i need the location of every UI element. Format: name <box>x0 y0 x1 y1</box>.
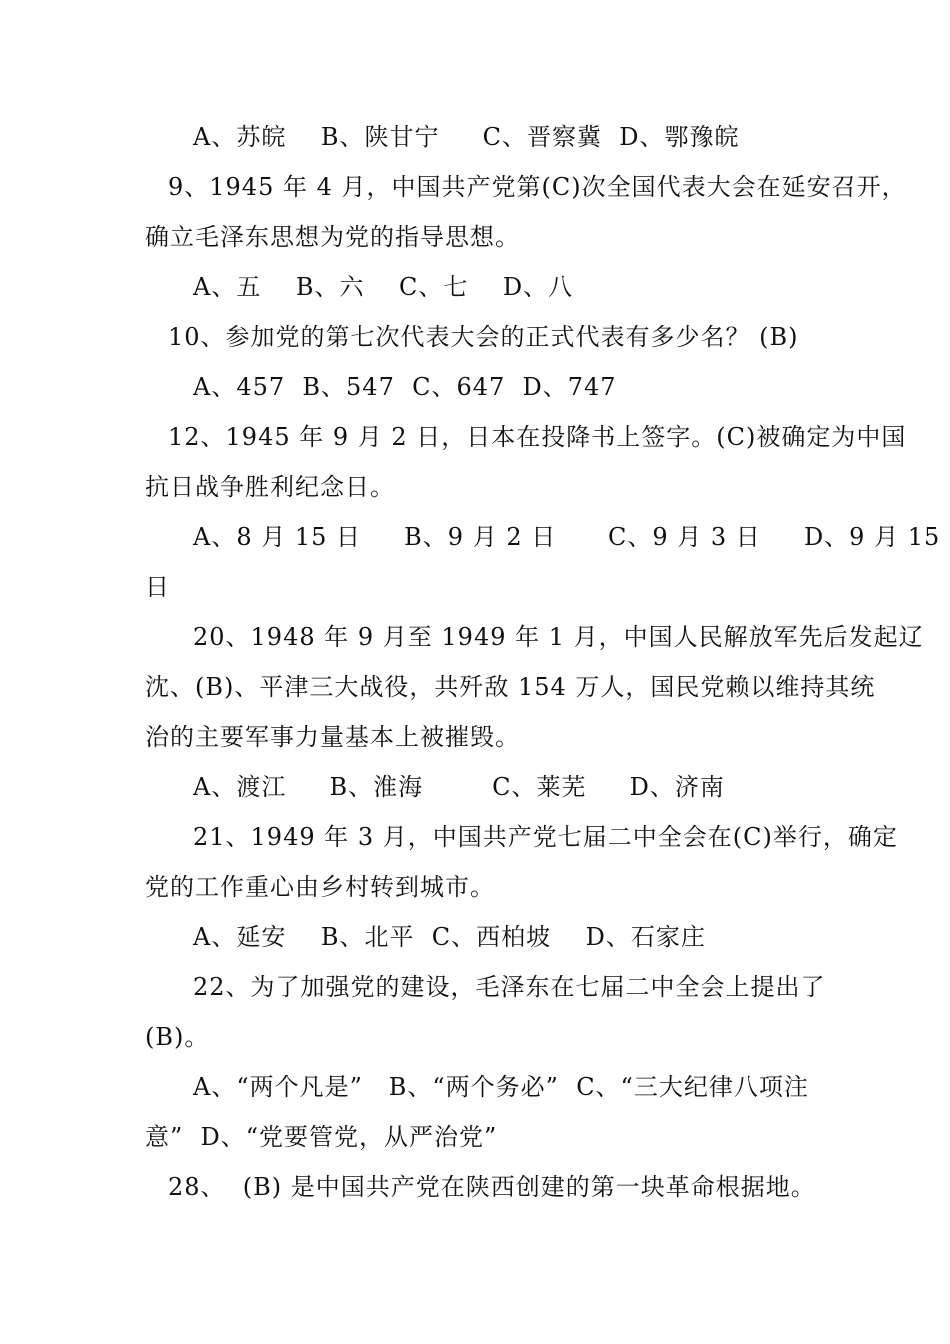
q20-text-line-2: 沈、(B)、平津三大战役，共歼敌 154 万人，国民党赖以维持其统 <box>145 673 876 701</box>
q9-text-line-2: 确立毛泽东思想为党的指导思想。 <box>145 223 520 251</box>
q21-options: A、延安 B、北平 C、西柏坡 D、石家庄 <box>193 923 706 951</box>
q12-options-line-2: 日 <box>145 573 170 601</box>
q22-text-line-1: 22、为了加强党的建设，毛泽东在七届二中全会上提出了 <box>193 973 826 1001</box>
q9-text-line-1: 9、1945 年 4 月，中国共产党第(C)次全国代表大会在延安召开， <box>168 173 907 201</box>
q20-text-line-1: 20、1948 年 9 月至 1949 年 1 月，中国人民解放军先后发起辽 <box>193 623 924 651</box>
q8-options: A、苏皖 B、陕甘宁 C、晋察冀 D、鄂豫皖 <box>193 123 740 151</box>
q20-text-line-3: 治的主要军事力量基本上被摧毁。 <box>145 723 520 751</box>
q12-text-line-1: 12、1945 年 9 月 2 日，日本在投降书上签字。(C)被确定为中国 <box>168 423 907 451</box>
q22-options-line-1: A、“两个凡是” B、“两个务必” C、“三大纪律八项注 <box>193 1073 809 1101</box>
q22-options-line-2: 意” D、“党要管党，从严治党” <box>145 1123 498 1151</box>
q12-text-line-2: 抗日战争胜利纪念日。 <box>145 473 395 501</box>
q20-options: A、渡江 B、淮海 C、莱芜 D、济南 <box>193 773 725 801</box>
q9-options: A、五 B、六 C、七 D、八 <box>193 273 574 301</box>
q10-options: A、457 B、547 C、647 D、747 <box>193 373 617 401</box>
q28-text: 28、 (B) 是中国共产党在陕西创建的第一块革命根据地。 <box>168 1173 816 1201</box>
q21-text-line-2: 党的工作重心由乡村转到城市。 <box>145 873 495 901</box>
q21-text-line-1: 21、1949 年 3 月，中国共产党七届二中全会在(C)举行，确定 <box>193 823 898 851</box>
q22-text-line-2: (B)。 <box>145 1023 210 1051</box>
q10-text: 10、参加党的第七次代表大会的正式代表有多少名？ (B) <box>168 323 799 351</box>
q12-options-line-1: A、8 月 15 日 B、9 月 2 日 C、9 月 3 日 D、9 月 15 <box>193 523 941 551</box>
